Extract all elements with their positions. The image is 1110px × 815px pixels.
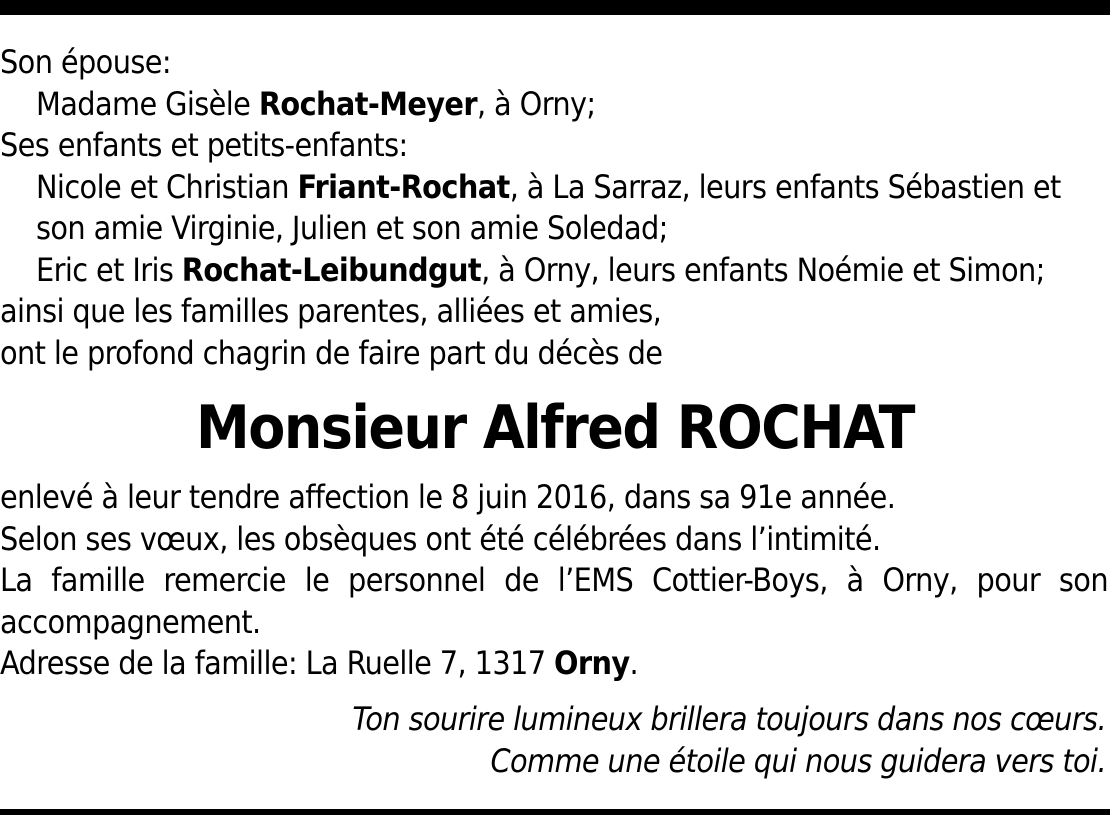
closing-quote bbox=[352, 699, 1106, 782]
deceased-name: Monsieur Alfred ROCHAT bbox=[196, 393, 914, 463]
quote-line1: Ton sourire lumineux brillera toujours dans nos cœurs. bbox=[352, 700, 1106, 738]
justified-word: à bbox=[846, 561, 864, 599]
justified-word: remercie bbox=[163, 561, 286, 599]
spouse-surname: Rochat-Meyer bbox=[258, 84, 477, 123]
justified-word: Orny, bbox=[882, 561, 958, 599]
justified-word: pour bbox=[976, 561, 1041, 599]
justified-word: personnel bbox=[348, 561, 486, 599]
justified-word: La bbox=[0, 561, 33, 599]
justified-word: l’EMS bbox=[557, 561, 634, 599]
children-heading: Ses enfants et petits-enfants: bbox=[0, 126, 408, 164]
child1-line: Nicole et Christian Friant-Rochat, à La Sarraz, leurs enfants Sébastien et bbox=[36, 167, 1061, 206]
justified-word: de bbox=[504, 561, 539, 599]
details-line1: enlevé à leur tendre affection le 8 juin 2016, dans sa 91e année. bbox=[0, 478, 896, 516]
child1-line2: son amie Virginie, Julien et son amie Soledad; bbox=[36, 209, 668, 247]
child1-surname: Friant-Rochat bbox=[297, 167, 510, 206]
child2-surname: Rochat-Leibundgut bbox=[181, 250, 482, 289]
justified-word: Cottier-Boys, bbox=[651, 561, 828, 599]
spouse-line: Madame Gisèle Rochat-Meyer, à Orny; bbox=[36, 84, 596, 123]
justified-word: son bbox=[1058, 561, 1108, 599]
bottom-rule bbox=[0, 809, 1110, 815]
top-rule bbox=[0, 0, 1110, 15]
family-list bbox=[0, 42, 1110, 374]
justified-word: le bbox=[304, 561, 330, 599]
details-block bbox=[0, 477, 1110, 685]
address-city: Orny bbox=[554, 644, 630, 682]
address-line: Adresse de la famille: La Ruelle 7, 1317 Orny. bbox=[0, 644, 639, 682]
details-line4: accompagnement. bbox=[0, 602, 261, 641]
details-line2: Selon ses vœux, les obsèques ont été célébrées dans l’intimité. bbox=[0, 519, 881, 558]
families-line: ainsi que les familles parentes, alliées et amies, bbox=[0, 292, 662, 330]
details-line3 bbox=[0, 560, 1108, 602]
announcement-line: ont le profond chagrin de faire part du décès de bbox=[0, 333, 663, 372]
child2-line: Eric et Iris Rochat-Leibundgut, à Orny, leurs enfants Noémie et Simon; bbox=[36, 250, 1045, 289]
spouse-heading: Son épouse: bbox=[0, 43, 171, 81]
justified-word: famille bbox=[51, 561, 145, 599]
quote-line2: Comme une étoile qui nous guidera vers toi. bbox=[490, 741, 1106, 780]
